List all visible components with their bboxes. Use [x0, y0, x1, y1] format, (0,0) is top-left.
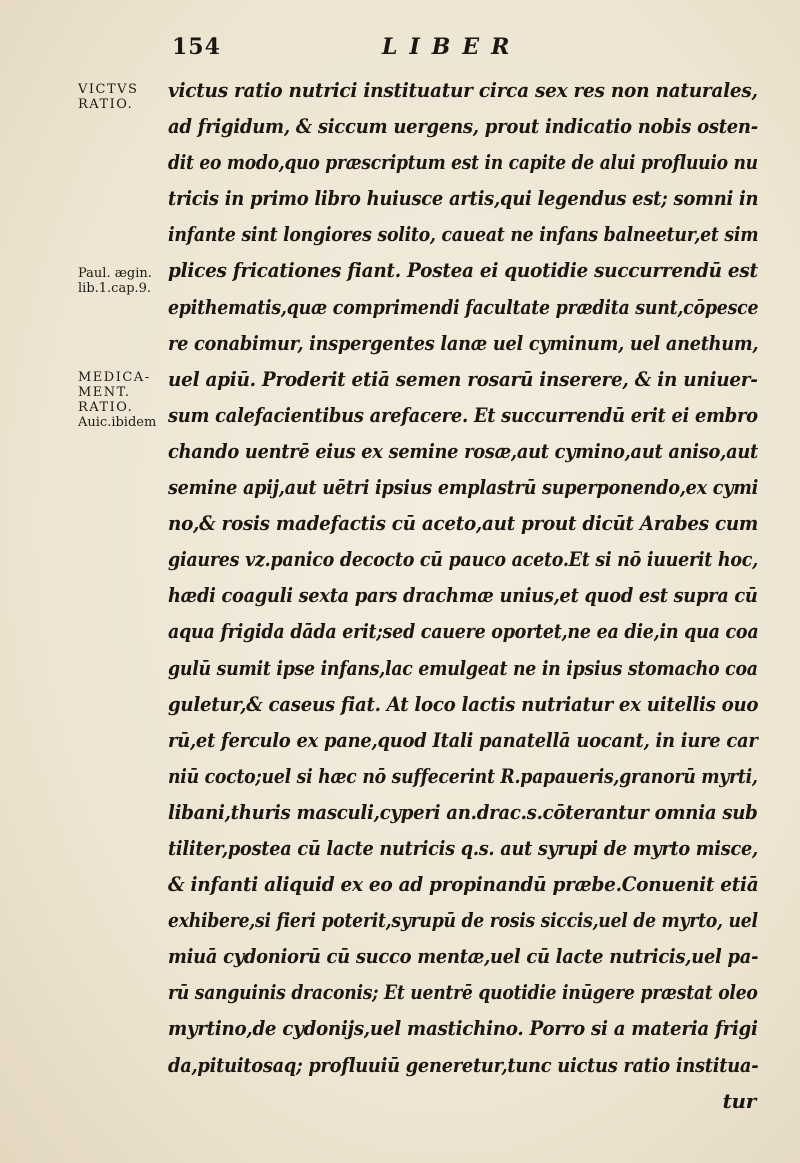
margin-note-paul-aegin — [78, 266, 168, 296]
text-line: tricis in primo libro huiusce artis,qui legendus est; somni in — [168, 186, 759, 211]
text-line: uel apiū. Proderit etiā semen rosarū inserere, & in uniuer- — [168, 366, 758, 391]
margin-note-line: MENT. — [78, 385, 131, 400]
text-line: semine apij,aut uētri ipsius emplastrū superponendo,ex cymi — [168, 475, 759, 500]
text-line: infante sint longiores solito, caueat ne infans balneetur,et sim — [168, 222, 759, 247]
text-line: dit eo modo,quo præscriptum est in capite de alui profluuio nu — [168, 150, 758, 175]
body-text — [168, 72, 768, 1119]
text-line: rū,et ferculo ex pane,quod Itali panatellā uocant, in iure car — [168, 727, 758, 752]
margin-note-line: Auic.ibidem — [78, 415, 157, 430]
text-line: no,& rosis madefactis cū aceto,aut prout dicūt Arabes cum — [168, 511, 759, 536]
running-head: LIBER — [382, 34, 522, 60]
text-line: libani,thuris masculi,cyperi an.drac.s.cōterantur omnia sub — [168, 799, 758, 824]
text-line: sum calefacientibus arefacere. Et succurrendū erit ei embro — [168, 402, 758, 427]
margin-note-victus-ratio — [78, 82, 168, 112]
text-line: miuā cydoniorū cū succo mentæ,uel cū lacte nutricis,uel pa- — [168, 944, 759, 969]
text-line: ad frigidum, & siccum uergens, prout indicatio nobis osten- — [168, 114, 758, 139]
text-line: myrtino,de cydonijs,uel mastichino. Porro si a materia frigi — [168, 1016, 758, 1041]
text-line: plices fricationes fiant. Postea ei quotidie succurrendū est — [168, 258, 758, 283]
page-number: 154 — [172, 34, 221, 60]
page-header — [172, 34, 692, 70]
text-line: da,pituitosaq; profluuiū generetur,tunc uictus ratio institua- — [168, 1052, 759, 1077]
text-line: chando uentrē eius ex semine rosæ,aut cymino,aut aniso,aut — [168, 438, 758, 463]
margin-note-line: RATIO. — [78, 400, 134, 415]
text-line: & infanti aliquid ex eo ad propinandū præbe.Conuenit etiā — [168, 872, 759, 897]
margin-note-line: MEDICA- — [78, 370, 151, 385]
text-line: hædi coaguli sexta pars drachmæ unius,et quod est supra cū — [168, 583, 758, 608]
margin-note-line: lib.1.cap.9. — [78, 281, 152, 296]
text-line: giaures vz.panico decocto cū pauco aceto.Et si nō iuuerit hoc, — [168, 547, 758, 572]
margin-note-line: VICTVS — [78, 82, 139, 97]
margin-note-medicament-ratio — [78, 370, 168, 430]
text-line: exhibere,si fieri poterit,syrupū de rosis siccis,uel de myrto, uel — [168, 908, 758, 933]
text-line: rū sanguinis draconis; Et uentrē quotidie inūgere præstat oleo — [168, 980, 758, 1005]
text-line: gulū sumit ipse infans,lac emulgeat ne in ipsius stomacho coa — [168, 655, 758, 680]
margin-note-line: Paul. ægin. — [78, 266, 152, 281]
catchword: tur — [722, 1088, 756, 1113]
text-line: victus ratio nutrici instituatur circa sex res non naturales, — [168, 78, 758, 102]
margin-note-line: RATIO. — [78, 97, 134, 112]
text-line: aqua frigida dāda erit;sed cauere oportet,ne ea die,in qua coa — [168, 619, 759, 644]
text-line: tiliter,postea cū lacte nutricis q.s. aut syrupi de myrto misce, — [168, 835, 758, 860]
text-line: niū cocto;uel si hæc nō suffecerint R.papaueris,granorū myrti, — [168, 763, 758, 788]
text-line: re conabimur, inspergentes lanæ uel cyminum, uel anethum, — [168, 330, 759, 355]
text-line: epithematis,quæ comprimendi facultate prædita sunt,cōpesce — [168, 294, 759, 319]
text-line: guletur,& caseus fiat. At loco lactis nutriatur ex uitellis ouo — [168, 691, 759, 716]
